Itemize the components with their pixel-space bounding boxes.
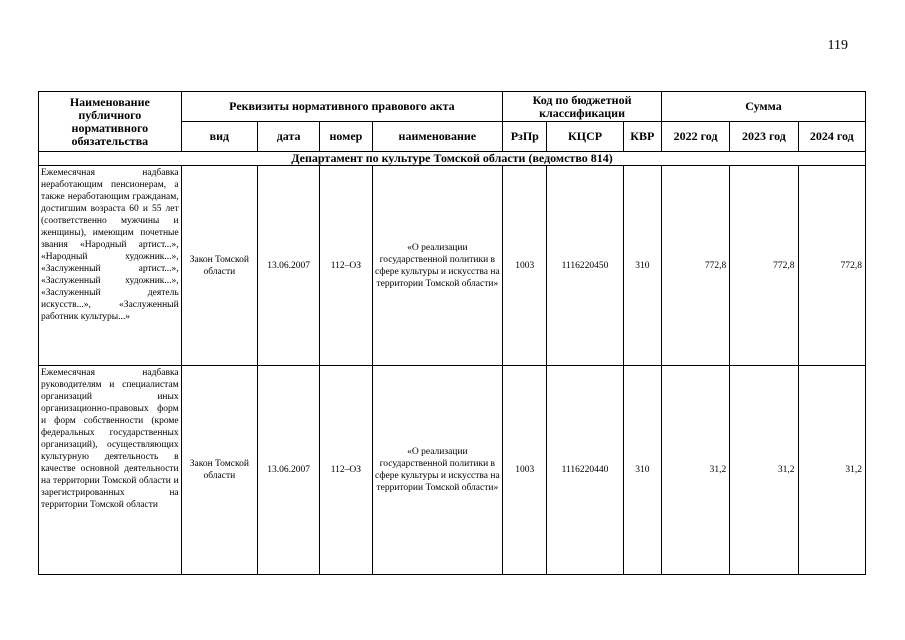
amount-2024-cell: 772,8 (798, 166, 865, 366)
obligation-cell: Ежемесячная надбавка неработающим пенсионерам, а также неработающим гражданам, достигшим возраста 60 и 55 лет (соответственно мужчины и женщины), имеющим почетные звания «Народный артист...», «Народный художник...», «Заслуженный артист...», «Заслуженный художник...», «Заслуженный деятель искусств...», «Заслуженный работник культуры...» (39, 166, 182, 366)
act-details-header: Реквизиты нормативного правового акта (181, 92, 503, 122)
header-row-1 (39, 92, 866, 122)
year-2024-header: 2024 год (798, 122, 865, 152)
budget-obligations-table (38, 91, 866, 575)
amount-2023-cell: 31,2 (730, 366, 798, 575)
rzpr-cell: 1003 (503, 366, 547, 575)
date-header: дата (258, 122, 320, 152)
act-type-cell: Закон Томской области (181, 366, 257, 575)
kcsr-header: КЦСР (547, 122, 623, 152)
amount-2024-cell: 31,2 (798, 366, 865, 575)
rzpr-cell: 1003 (503, 166, 547, 366)
act-date-cell: 13.06.2007 (258, 366, 320, 575)
act-date-cell: 13.06.2007 (258, 166, 320, 366)
name-header: наименование (372, 122, 503, 152)
number-header: номер (320, 122, 372, 152)
amount-2022-cell: 772,8 (661, 166, 729, 366)
kvr-cell: 310 (623, 166, 661, 366)
department-row (39, 152, 866, 166)
table-row (39, 366, 866, 575)
obligation-cell: Ежемесячная надбавка руководителям и специалистам организаций иных организационно-правовых форм и форм собственности (кроме федеральных государственных организаций), осуществляющих культурную деятельность в качестве основной деятельности на территории Томской области и зарегистрированных на территории Томской области (39, 366, 182, 575)
kvr-header: КВР (623, 122, 661, 152)
act-number-cell: 112–ОЗ (320, 366, 372, 575)
table-row (39, 166, 866, 366)
act-name-cell: «О реализации государственной политики в сфере культуры и искусства на территории Томской области» (372, 366, 503, 575)
act-type-cell: Закон Томской области (181, 166, 257, 366)
type-header: вид (181, 122, 257, 152)
act-name-cell: «О реализации государственной политики в сфере культуры и искусства на территории Томской области» (372, 166, 503, 366)
amount-2022-cell: 31,2 (661, 366, 729, 575)
rzpr-header: РзПр (503, 122, 547, 152)
amount-2023-cell: 772,8 (730, 166, 798, 366)
page-number: 119 (827, 38, 848, 53)
amount-header: Сумма (661, 92, 865, 122)
year-2022-header: 2022 год (661, 122, 729, 152)
obligation-name-header: Наименование публичного нормативного обязательства (39, 92, 182, 152)
budget-code-header: Код по бюджетной классификации (503, 92, 662, 122)
kcsr-cell: 1116220450 (547, 166, 623, 366)
department-title: Департамент по культуре Томской области (ведомство 814) (39, 152, 866, 166)
act-number-cell: 112–ОЗ (320, 166, 372, 366)
kcsr-cell: 1116220440 (547, 366, 623, 575)
year-2023-header: 2023 год (730, 122, 798, 152)
kvr-cell: 310 (623, 366, 661, 575)
